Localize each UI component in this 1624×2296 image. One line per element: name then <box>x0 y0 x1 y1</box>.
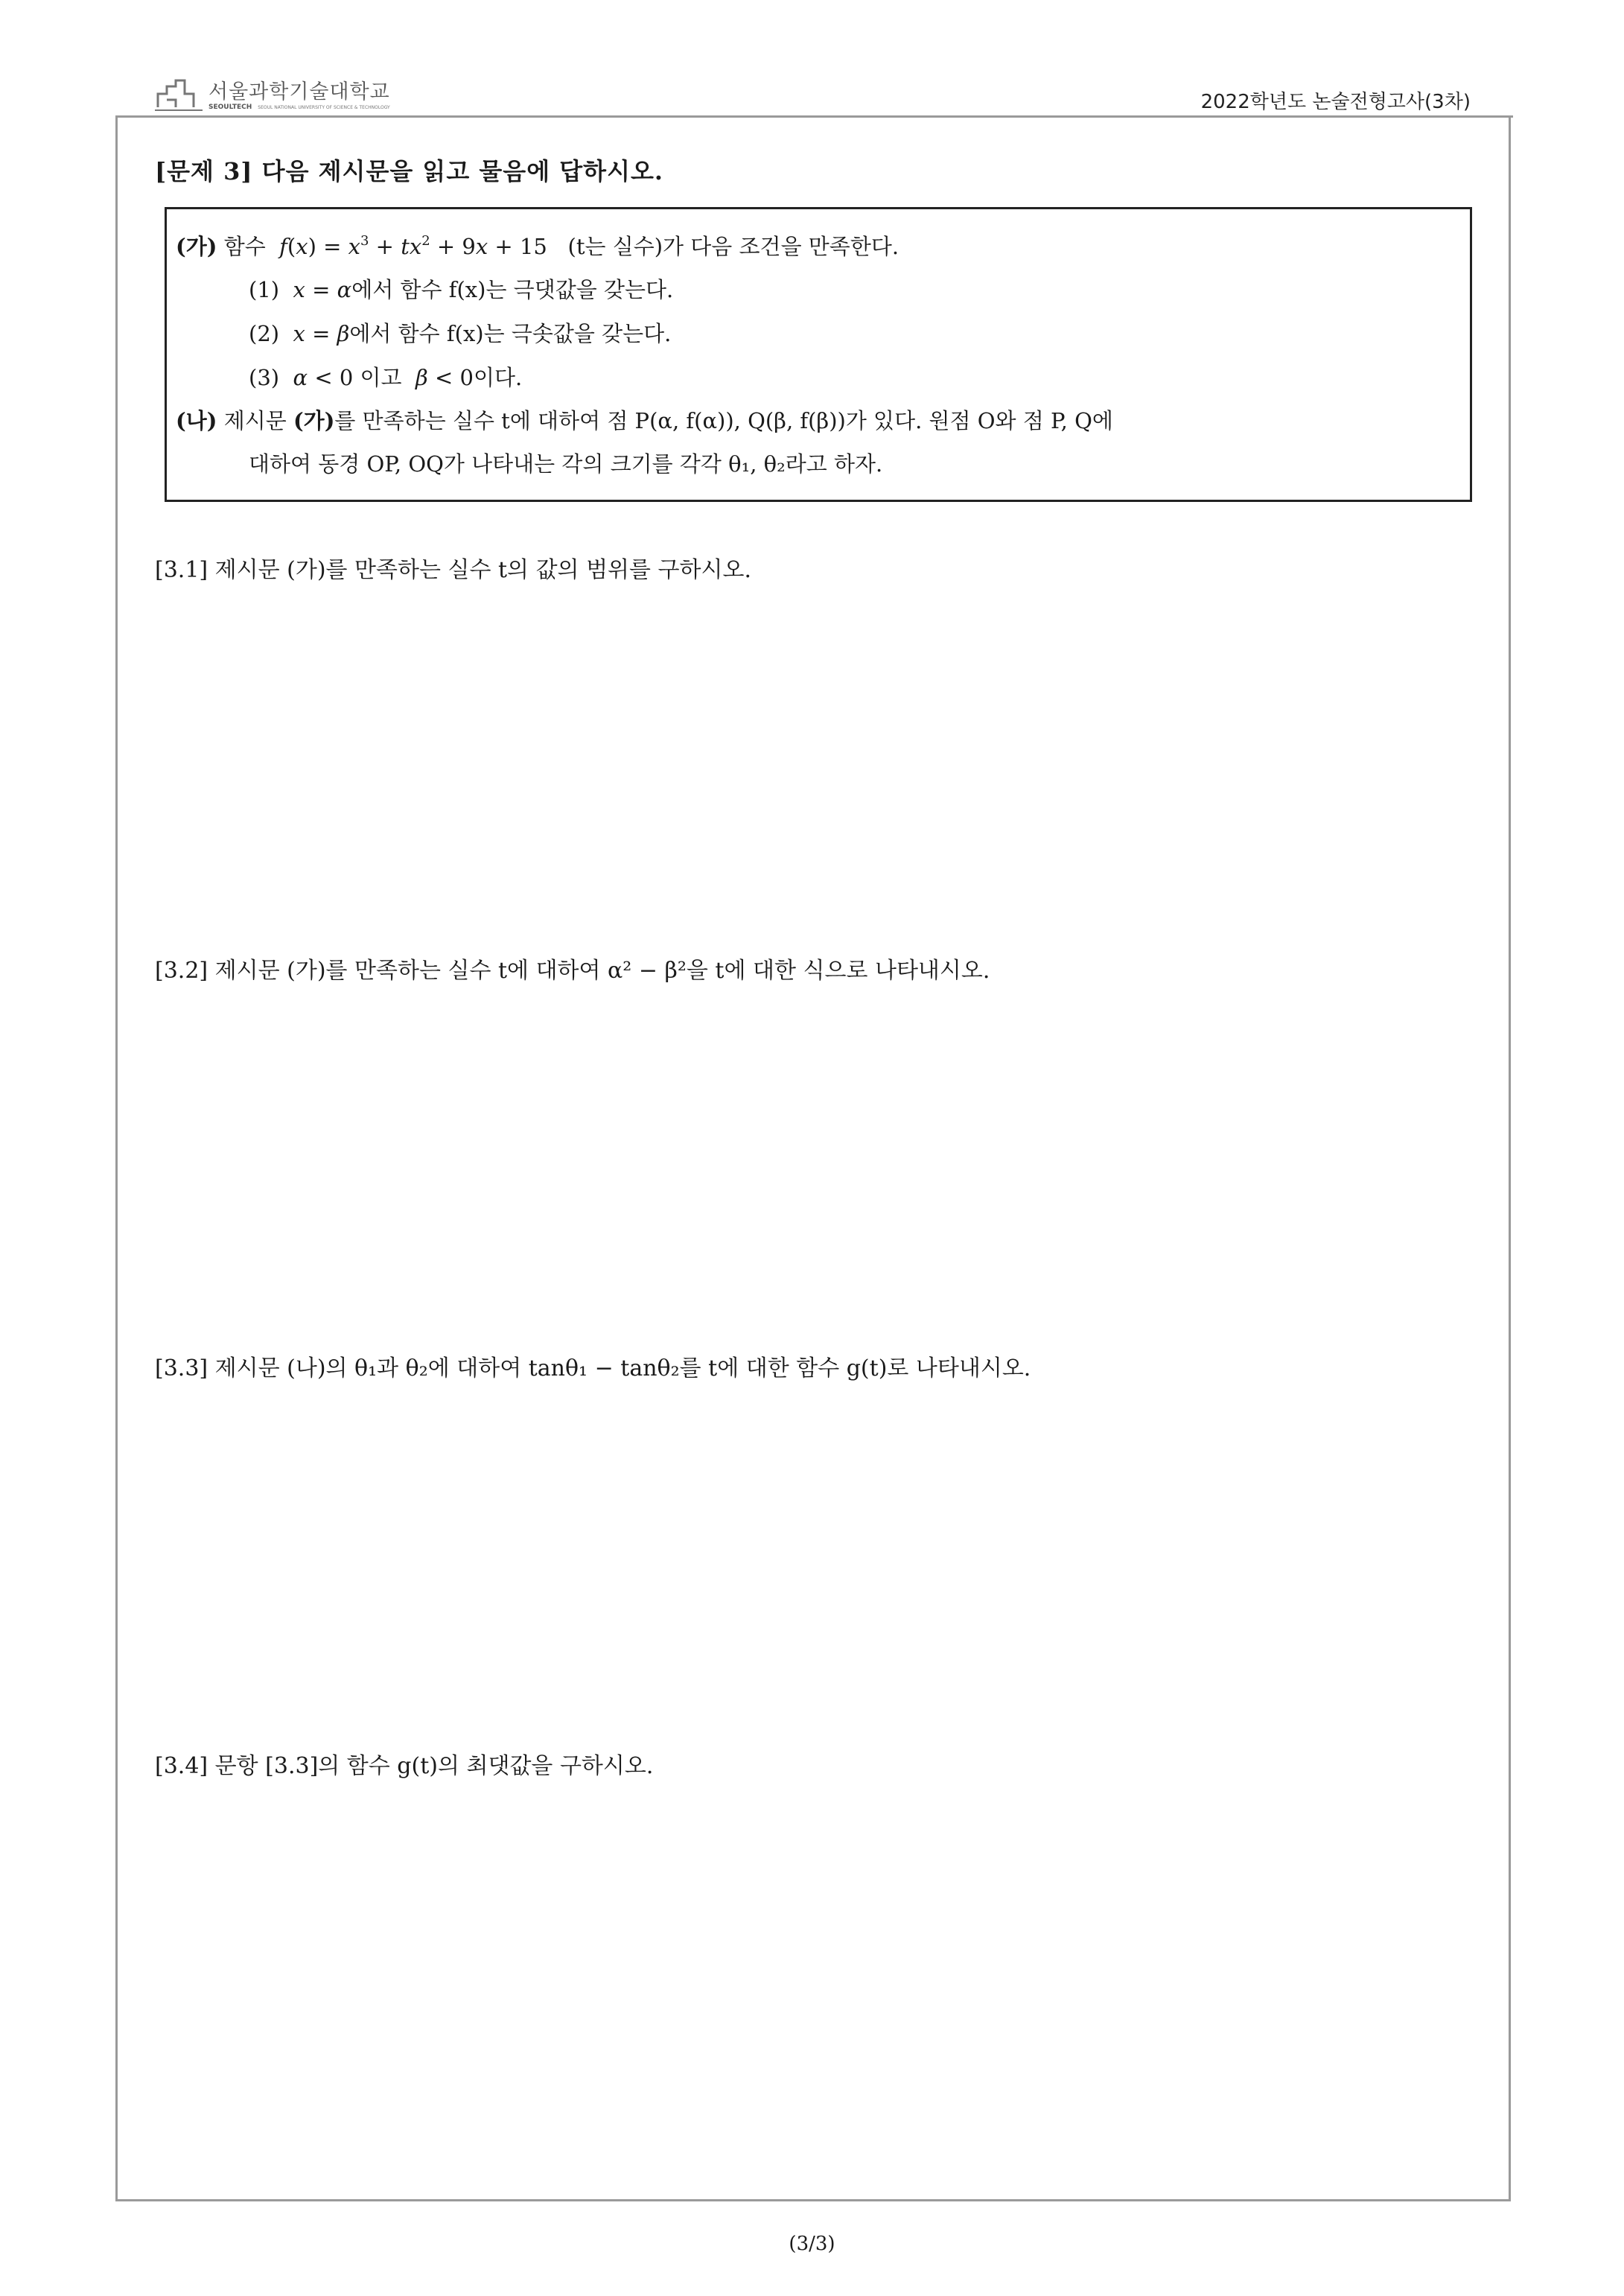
question-text: 제시문 (나)의 θ₁과 θ₂에 대하여 tanθ₁ − tanθ₂를 t에 대한 함수 g(t)로 나타내시오. <box>214 1355 1031 1381</box>
question-3-2 <box>155 952 990 985</box>
exam-title: 2022학년도 논술전형고사(3차) <box>1200 91 1471 113</box>
seoultech-logo-icon <box>155 77 203 115</box>
university-logo <box>155 77 390 115</box>
question-3-4 <box>155 1747 653 1780</box>
passage-condition-1: (1) x = α에서 함수 f(x)는 극댓값을 갖는다. <box>249 277 674 302</box>
question-text: 문항 [3.3]의 함수 g(t)의 최댓값을 구하시오. <box>214 1753 654 1779</box>
logo-korean-name: 서울과학기술대학교 <box>208 80 390 104</box>
logo-english-short: SEOULTECH <box>208 104 252 111</box>
question-3-3 <box>155 1349 1031 1382</box>
question-number: [3.3] <box>155 1355 208 1381</box>
question-text: 제시문 (가)를 만족하는 실수 t의 값의 범위를 구하시오. <box>214 557 752 583</box>
passage-condition-3: (3) α < 0 이고 β < 0이다. <box>249 365 523 390</box>
passage-box <box>165 207 1472 502</box>
function-formula: $f(x) = x^3 + tx^2 + 9x + 15$ <box>279 233 561 259</box>
passage-na-line2: 대하여 동경 OP, OQ가 나타내는 각의 크기를 각각 θ₁, θ₂라고 하자. <box>249 451 883 477</box>
question-number: [3.4] <box>155 1753 208 1779</box>
question-text: 제시문 (가)를 만족하는 실수 t에 대하여 α² − β²을 t에 대한 식으로 나타내시오. <box>214 958 990 984</box>
passage-condition-2: (2) x = β에서 함수 f(x)는 극솟값을 갖는다. <box>249 321 672 346</box>
passage-na-line1: (나) 제시문 (가)를 만족하는 실수 t에 대하여 점 P(α, f(α)), Q(β, f(β))가 있다. 원점 O와 점 P, Q에 <box>176 408 1113 433</box>
problem-title: [문제 3] 다음 제시문을 읽고 물음에 답하시오. <box>155 157 664 185</box>
question-number: [3.2] <box>155 958 208 984</box>
passage-ga-tag: (가) <box>176 234 217 259</box>
question-number: [3.1] <box>155 557 208 583</box>
logo-english-full: SEOUL NATIONAL UNIVERSITY OF SCIENCE & TECHNOLOGY <box>258 104 390 110</box>
page-number: (3/3) <box>789 2233 835 2255</box>
passage-na-tag: (나) <box>176 408 217 433</box>
question-3-1 <box>155 551 751 584</box>
passage-ga-line1: (가) 함수 $f(x) = x^3 + tx^2 + 9x + 15$ (t는 실수)가 다음 조건을 만족한다. <box>176 233 899 259</box>
